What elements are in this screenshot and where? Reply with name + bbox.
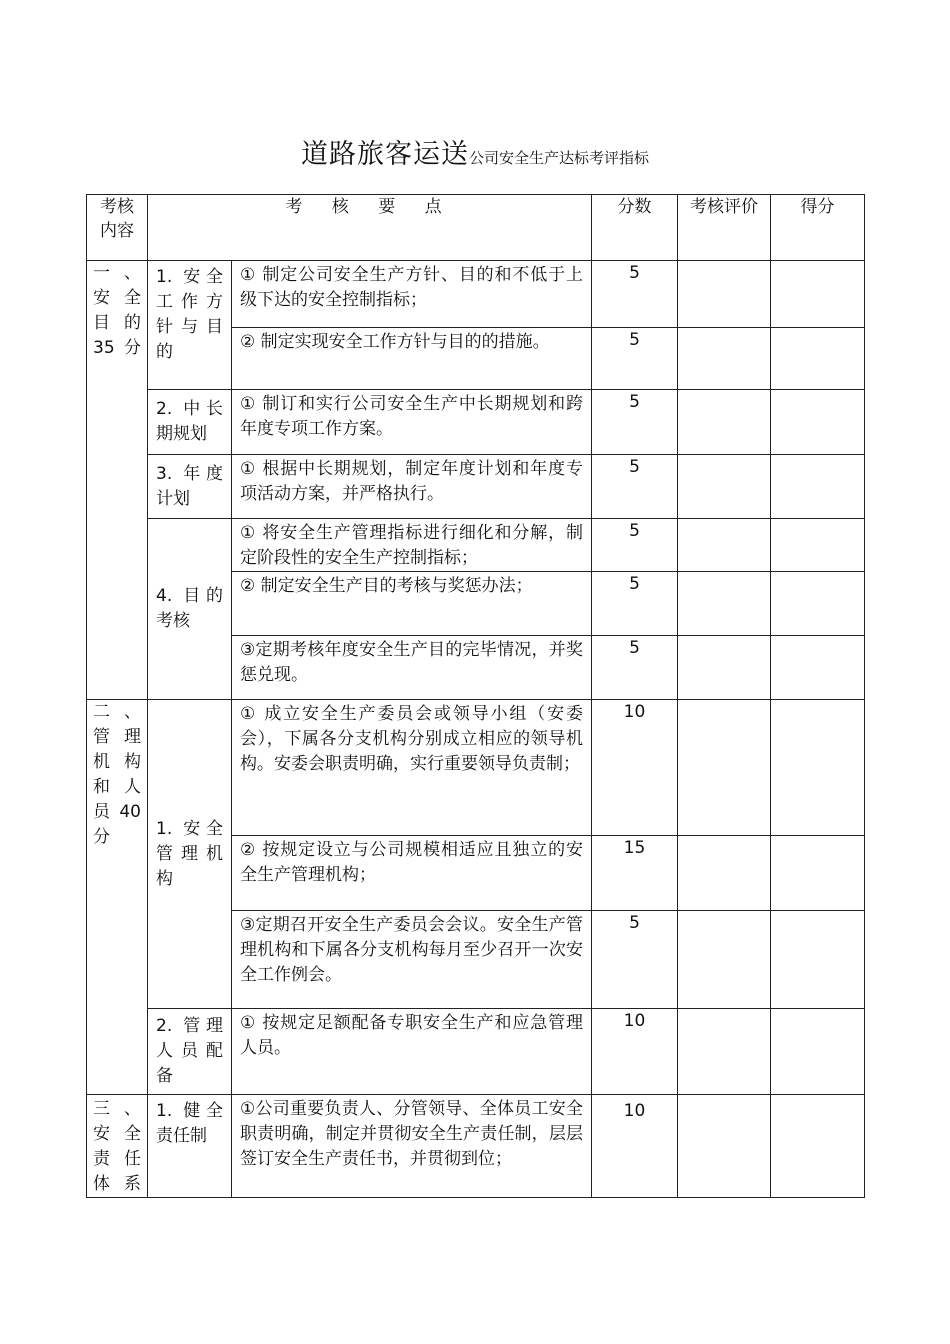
item-score: 5 <box>592 519 678 572</box>
evaluation-cell[interactable] <box>678 455 771 519</box>
title-main: 道路旅客运送 <box>300 139 469 170</box>
evaluation-cell[interactable] <box>678 911 771 1009</box>
evaluation-cell[interactable] <box>678 572 771 636</box>
result-cell[interactable] <box>771 1009 865 1095</box>
item-score: 10 <box>592 700 678 836</box>
header-score: 分数 <box>592 195 678 261</box>
result-cell[interactable] <box>771 911 865 1009</box>
result-cell[interactable] <box>771 328 865 390</box>
item-text: ② 制定安全生产目的考核与奖惩办法； <box>232 572 592 636</box>
result-cell[interactable] <box>771 455 865 519</box>
table-row <box>87 700 865 836</box>
category-cell: 三、安全责任体系 <box>87 1095 148 1198</box>
item-text: ③定期考核年度安全生产目的完毕情况，并奖惩兑现。 <box>232 636 592 700</box>
table-row <box>87 1095 865 1198</box>
item-score: 10 <box>592 1009 678 1095</box>
result-cell[interactable] <box>771 636 865 700</box>
evaluation-cell[interactable] <box>678 836 771 911</box>
header-content: 考核内容 <box>87 195 148 261</box>
item-score: 5 <box>592 261 678 328</box>
header-points: 考 核 要 点 <box>148 195 592 261</box>
category-cell: 二、管理机构和人员40分 <box>87 700 148 1095</box>
group-label: 2. 中长期规划 <box>148 390 232 455</box>
item-score: 5 <box>592 911 678 1009</box>
item-score: 5 <box>592 572 678 636</box>
result-cell[interactable] <box>771 519 865 572</box>
category-cell: 一、安全目的35分 <box>87 261 148 700</box>
result-cell[interactable] <box>771 1095 865 1198</box>
table-row <box>87 1009 865 1095</box>
group-label: 1. 安全工作方针与目的 <box>148 261 232 390</box>
item-score: 5 <box>592 636 678 700</box>
item-score: 10 <box>592 1095 678 1198</box>
item-text: ① 成立安全生产委员会或领导小组（安委会），下属各分支机构分别成立相应的领导机构。安委会职责明确，实行重要领导负责制； <box>232 700 592 836</box>
evaluation-cell[interactable] <box>678 390 771 455</box>
evaluation-cell[interactable] <box>678 519 771 572</box>
item-text: ② 制定实现安全工作方针与目的的措施。 <box>232 328 592 390</box>
result-cell[interactable] <box>771 700 865 836</box>
result-cell[interactable] <box>771 390 865 455</box>
group-label: 1. 安全管理机构 <box>148 700 232 1009</box>
group-label: 2. 管理人员配备 <box>148 1009 232 1095</box>
group-label: 3. 年度计划 <box>148 455 232 519</box>
header-result: 得分 <box>771 195 865 261</box>
table-header-row <box>87 195 865 261</box>
table-row <box>87 390 865 455</box>
evaluation-cell[interactable] <box>678 1095 771 1198</box>
evaluation-cell[interactable] <box>678 328 771 390</box>
item-score: 15 <box>592 836 678 911</box>
item-text: ① 按规定足额配备专职安全生产和应急管理人员。 <box>232 1009 592 1095</box>
result-cell[interactable] <box>771 261 865 328</box>
result-cell[interactable] <box>771 836 865 911</box>
item-score: 5 <box>592 328 678 390</box>
item-text: ② 按规定设立与公司规模相适应且独立的安全生产管理机构； <box>232 836 592 911</box>
item-text: ③定期召开安全生产委员会会议。安全生产管理机构和下属各分支机构每月至少召开一次安全工作例会。 <box>232 911 592 1009</box>
document-title <box>0 132 950 171</box>
group-label: 1. 健全责任制 <box>148 1095 232 1198</box>
item-text: ①公司重要负责人、分管领导、全体员工安全职责明确，制定并贯彻安全生产责任制，层层签订安全生产责任书，并贯彻到位； <box>232 1095 592 1198</box>
evaluation-table <box>86 194 865 1198</box>
evaluation-cell[interactable] <box>678 261 771 328</box>
item-text: ① 将安全生产管理指标进行细化和分解，制定阶段性的安全生产控制指标； <box>232 519 592 572</box>
table-row <box>87 519 865 572</box>
table-row <box>87 261 865 328</box>
item-text: ① 制订和实行公司安全生产中长期规划和跨年度专项工作方案。 <box>232 390 592 455</box>
result-cell[interactable] <box>771 572 865 636</box>
evaluation-cell[interactable] <box>678 1009 771 1095</box>
evaluation-cell[interactable] <box>678 700 771 836</box>
item-text: ① 根据中长期规划，制定年度计划和年度专项活动方案，并严格执行。 <box>232 455 592 519</box>
header-evaluation: 考核评价 <box>678 195 771 261</box>
table-row <box>87 455 865 519</box>
item-text: ① 制定公司安全生产方针、目的和不低于上级下达的安全控制指标； <box>232 261 592 328</box>
group-label: 4. 目的考核 <box>148 519 232 700</box>
evaluation-cell[interactable] <box>678 636 771 700</box>
title-sub: 公司安全生产达标考评指标 <box>468 149 649 167</box>
item-score: 5 <box>592 390 678 455</box>
item-score: 5 <box>592 455 678 519</box>
